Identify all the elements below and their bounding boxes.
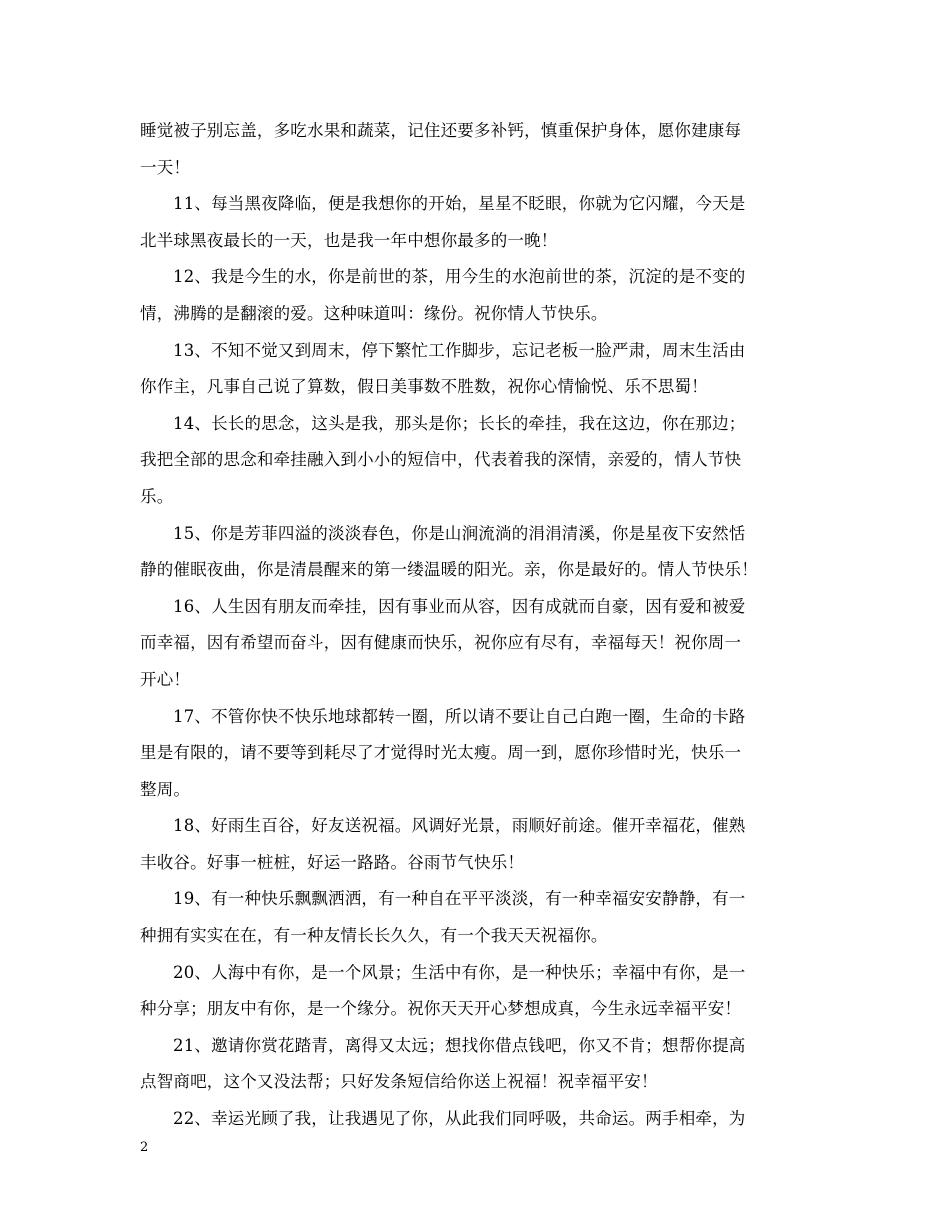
text-line: 我把全部的思念和牵挂融入到小小的短信中，代表着我的深情，亲爱的，情人节快	[140, 450, 742, 470]
text-line: 21、邀请你赏花踏青，离得又太远；想找你借点钱吧，你又不肯；想帮你提高	[173, 1035, 746, 1055]
text-line: 16、人生因有朋友而牵挂，因有事业而从容，因有成就而自豪，因有爱和被爱	[173, 596, 746, 616]
text-line: 22、幸运光顾了我，让我遇见了你，从此我们同呼吸，共命运。两手相牵，为	[173, 1109, 746, 1129]
text-line: 情，沸腾的是翻滚的爱。这种味道叫：缘份。祝你情人节快乐。	[140, 303, 608, 323]
text-line: 你作主，凡事自己说了算数，假日美事数不胜数，祝你心情愉悦、乐不思蜀！	[140, 377, 708, 397]
text-line: 18、好雨生百谷，好友送祝福。风调好光景，雨顺好前途。催开幸福花，催熟	[173, 816, 746, 836]
text-line: 里是有限的，请不要等到耗尽了才觉得时光太瘦。周一到，愿你珍惜时光，快乐一	[140, 743, 742, 763]
text-line: 13、不知不觉又到周末，停下繁忙工作脚步，忘记老板一脸严肃，周末生活由	[173, 340, 746, 360]
text-line: 乐。	[140, 486, 174, 506]
text-line: 20、人海中有你，是一个风景；生活中有你，是一种快乐；幸福中有你，是一	[173, 962, 746, 982]
text-line: 开心！	[140, 669, 191, 689]
text-line: 而幸福，因有希望而奋斗，因有健康而快乐，祝你应有尽有，幸福每天！祝你周一	[140, 633, 742, 653]
page-number: 2	[140, 1140, 149, 1155]
text-line: 17、不管你快不快乐地球都转一圈，所以请不要让自己白跑一圈，生命的卡路	[173, 706, 746, 726]
text-line: 点智商吧，这个又没法帮；只好发条短信给你送上祝福！祝幸福平安！	[140, 1072, 658, 1092]
text-line: 一天！	[140, 157, 191, 177]
text-line: 19、有一种快乐飘飘洒洒，有一种自在平平淡淡，有一种幸福安安静静，有一	[173, 889, 746, 909]
text-line: 静的催眠夜曲，你是清晨醒来的第一缕温暖的阳光。亲，你是最好的。情人节快乐！	[140, 560, 758, 580]
text-line: 12、我是今生的水，你是前世的茶，用今生的水泡前世的茶，沉淀的是不变的	[173, 267, 746, 287]
text-line: 北半球黑夜最长的一天，也是我一年中想你最多的一晚！	[140, 230, 558, 250]
text-line: 11、每当黑夜降临，便是我想你的开始，星星不眨眼，你就为它闪耀，今天是	[173, 194, 746, 214]
text-line: 种分享；朋友中有你，是一个缘分。祝你天天开心梦想成真，今生永远幸福平安！	[140, 999, 742, 1019]
text-line: 睡觉被子别忘盖，多吃水果和蔬菜，记住还要多补钙，慎重保护身体，愿你建康每	[140, 121, 742, 140]
text-line: 丰收谷。好事一桩桩，好运一路路。谷雨节气快乐！	[140, 852, 525, 872]
text-line: 14、长长的思念，这头是我，那头是你；长长的牵挂，我在这边，你在那边；	[173, 413, 746, 433]
document-body	[140, 113, 816, 1138]
text-line: 种拥有实实在在，有一种友情长长久久，有一个我天天祝福你。	[140, 926, 608, 946]
text-line: 15、你是芳菲四溢的淡淡春色，你是山涧流淌的涓涓清溪，你是星夜下安然恬	[173, 523, 746, 543]
text-line: 整周。	[140, 779, 191, 799]
